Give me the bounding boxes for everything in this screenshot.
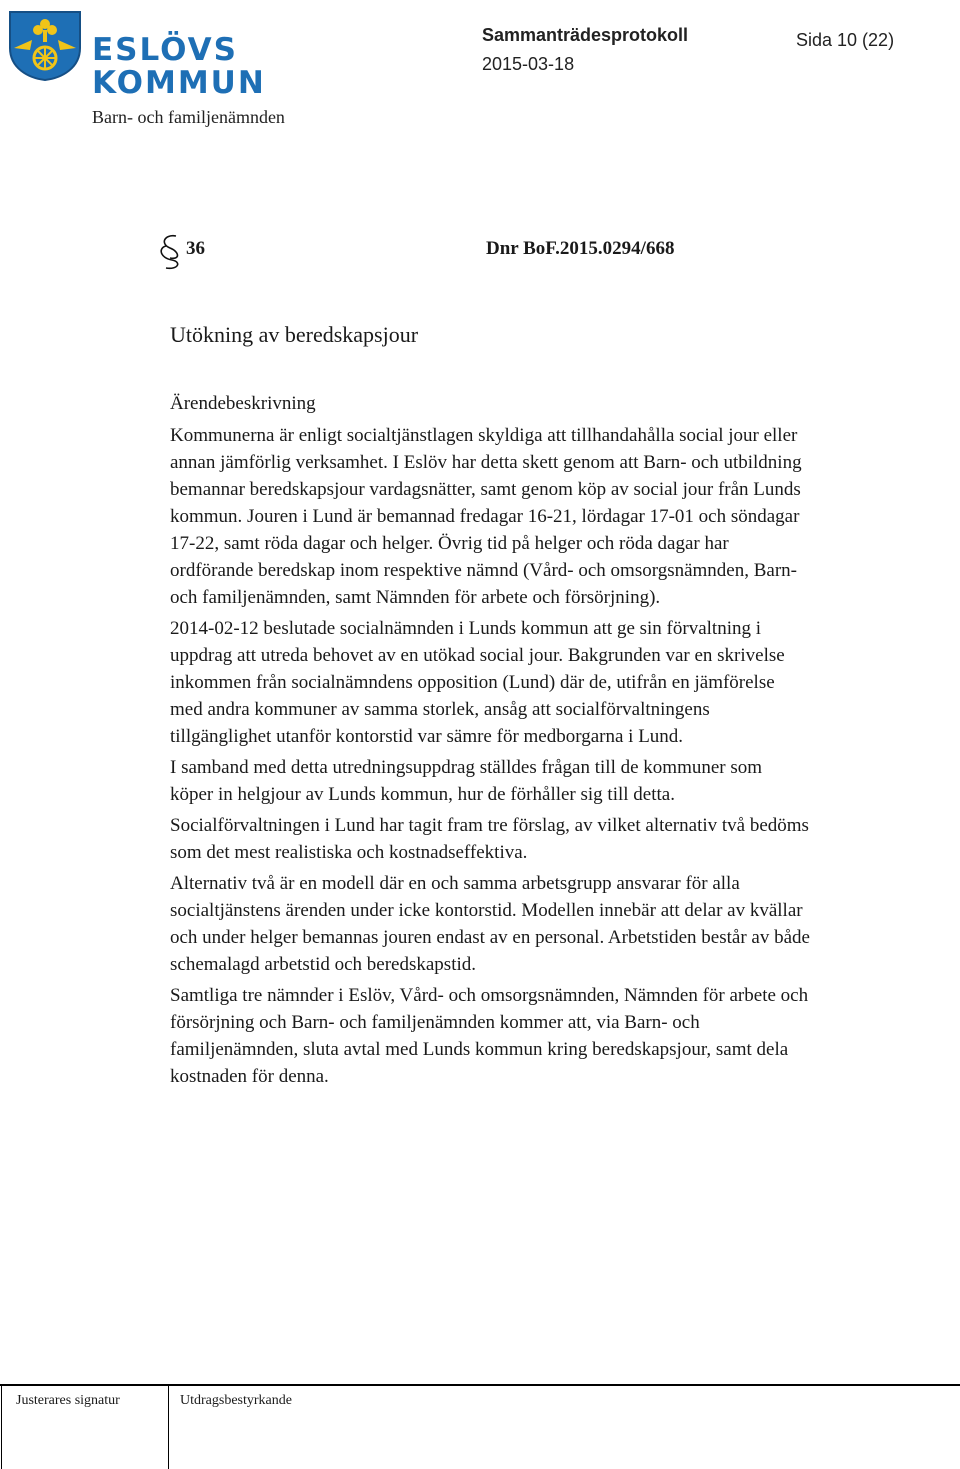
footer-cell-border [1,1386,2,1469]
paragraph: Socialförvaltningen i Lund har tagit fram tre förslag, av vilket alternativ två bedöms som det mest realistiska och kostnadseffektiva. [170,815,809,863]
item-number: 36 [186,238,205,259]
document-date: 2015-03-18 [482,54,575,74]
item-title: Utökning av beredskapsjour [170,322,419,347]
paragraph: Kommunerna är enligt socialtjänstlagen skyldiga att tillhandahålla social jour eller annan jämförlig verksamhet. I Eslöv har detta skett genom att Barn- och utbildning bemannar beredskapsjour vardagsnätter, samt genom köp av social jour från Lunds kommun. Jouren i Lund är bemannad fredagar 16-21, lördagar 17-01 och söndagar 17-22, samt röda dagar och helger. Övrig tid på helger och röda dagar har ordförande beredskap inom respektive nämnd (Vård- och omsorgsnämnden, Barn- och familjenämnden, samt Nämnden för arbete och försörjning). [170,425,802,608]
paragraph: 2014-02-12 beslutade socialnämnden i Lunds kommun att ge sin förvaltning i uppdrag att utreda behovet av en utökad social jour. Bakgrunden var en skrivelse inkommen från socialnämndens opposition (Lund) där de, utifrån en jämförelse med andra kommuner av samma storlek, ansåg att socialförvaltningens tillgänglighet utanför kontorstid var sämre för medborgarna i Lund. [170,618,785,747]
document-type: Sammanträdesprotokoll [482,25,689,45]
signature-label: Justerares signatur [16,1393,120,1408]
page-number: Sida 10 (22) [796,30,895,50]
diary-number: Dnr BoF.2015.0294/668 [486,238,675,259]
committee-name: Barn- och familjenämnden [92,107,285,127]
paragraph: I samband med detta utredningsuppdrag ställdes frågan till de kommuner som köper in helgjour av Lunds kommun, hur de förhåller sig till detta. [170,757,763,805]
body-text [170,422,810,1094]
brand-line-eslovs: ESLÖVS [92,32,238,68]
coat-of-arms-icon [6,8,84,82]
section-subheading: Ärendebeskrivning [170,393,316,414]
brand-line-kommun: KOMMUN [92,65,266,101]
footer-cell-border [168,1386,169,1469]
brand-wordmark [92,34,266,100]
paragraph: Samtliga tre nämnder i Eslöv, Vård- och omsorgsnämnden, Nämnden för arbete och försörjning och Barn- och familjenämnden kommer att, via Barn- och familjenämnden, sluta avtal med Lunds kommun kring beredskapsjour, samt dela kostnaden för denna. [170,985,809,1087]
footer-divider [0,1384,960,1386]
section-sign-icon [156,232,186,272]
extract-label: Utdragsbestyrkande [180,1393,292,1408]
paragraph: Alternativ två är en modell där en och samma arbetsgrupp ansvarar för alla socialtjänstens ärenden under icke kontorstid. Modellen innebär att delar av kvällar och under helger bemannas jouren endast av en personal. Arbetstiden består av både schemalagd arbetstid och beredskapstid. [170,873,810,975]
